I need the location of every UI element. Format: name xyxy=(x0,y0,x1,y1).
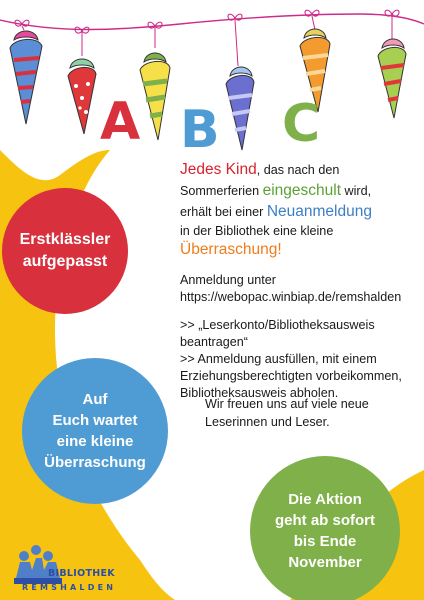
garland-string xyxy=(0,14,424,30)
intro-text: wird, xyxy=(341,183,372,198)
intro-text: erhält bei einer xyxy=(180,204,267,219)
intro-text: , das nach den xyxy=(256,163,340,177)
highlight-eingeschult: eingeschult xyxy=(262,181,342,199)
circle-first-graders xyxy=(2,188,128,314)
school-cone-icon xyxy=(140,53,170,140)
circle-action-period-text: Die Aktion geht ab sofort bis Ende November xyxy=(275,491,375,571)
logo-word: BIBLIOTHEK xyxy=(48,568,115,579)
logo-subtitle: REMSHALDEN xyxy=(22,583,117,592)
letter-c: C xyxy=(282,94,321,154)
letter-b: B xyxy=(180,100,220,160)
circle-action-period xyxy=(250,456,400,600)
step-1: >> „Leserkonto/Bibliotheksausweis beantragen“ xyxy=(180,317,375,349)
school-cone-icon xyxy=(226,67,254,150)
circle-surprise-text: Auf Euch wartet eine kleine Überraschung xyxy=(44,391,146,471)
main-text xyxy=(180,160,416,402)
intro-text: in der Bibliothek eine kleine xyxy=(180,223,334,238)
highlight-ueberraschung: Überraschung! xyxy=(180,240,282,258)
closing-note: Wir freuen uns auf viele neue Leserinnen und Leser. xyxy=(205,397,369,429)
circle-first-graders-text: Erstklässler aufgepasst xyxy=(19,230,111,270)
letter-a: A xyxy=(100,92,141,152)
registration-url[interactable]: https://webopac.winbiap.de/remshalden xyxy=(180,289,402,304)
school-cone-icon xyxy=(68,59,96,134)
cone-strings xyxy=(22,16,392,66)
intro-text: Sommerferien xyxy=(180,183,263,198)
school-cone-icon xyxy=(10,31,42,124)
step-2: >> Anmeldung ausfüllen, mit einem Erziehungsberechtigten vorbeikommen, Bibliotheksausweis abholen. xyxy=(180,351,402,400)
registration-label: Anmeldung unter xyxy=(180,272,276,287)
headline-jedes-kind: Jedes Kind xyxy=(180,161,257,178)
school-cone-icon xyxy=(378,39,406,118)
circle-surprise xyxy=(22,358,168,504)
highlight-neuanmeldung: Neuanmeldung xyxy=(266,202,372,220)
